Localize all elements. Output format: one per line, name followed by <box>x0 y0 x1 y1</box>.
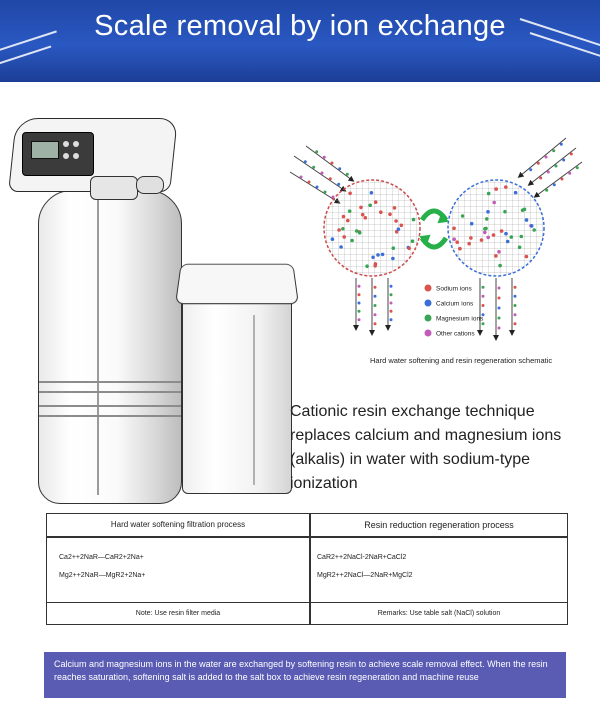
page-title: Scale removal by ion exchange <box>94 10 506 42</box>
ion-dot <box>331 162 334 165</box>
ion-dot <box>498 327 501 330</box>
ion-dot <box>346 219 350 223</box>
ion-dot <box>560 143 563 146</box>
ion-dot <box>323 156 326 159</box>
ion-dot <box>315 150 318 153</box>
ion-dot <box>381 253 385 257</box>
softening-equation-2: Mg2++2NaR—MgR2+2Na+ <box>59 572 146 579</box>
ion-dot <box>470 222 474 226</box>
salt-box-lid <box>175 264 299 304</box>
ion-dot <box>391 257 395 261</box>
ion-dot <box>486 236 490 240</box>
ion-dot <box>545 156 548 159</box>
ion-dot <box>316 186 319 189</box>
process-table <box>46 513 568 625</box>
ion-dot <box>338 167 341 170</box>
ion-dot <box>492 201 496 205</box>
ion-dot <box>547 171 550 174</box>
outflow-arrows <box>356 278 512 338</box>
ion-dot <box>545 189 548 192</box>
ion-dot <box>561 178 564 181</box>
exchange-cycle-arrows <box>421 211 447 247</box>
legend-label: Calcium ions <box>436 300 474 308</box>
ion-dot <box>467 242 471 246</box>
ion-dot <box>562 159 565 162</box>
ion-dot <box>514 304 517 307</box>
ion-dot <box>358 302 361 305</box>
ion-dot <box>552 149 555 152</box>
ion-dot <box>392 246 396 250</box>
ion-dot <box>458 247 462 251</box>
legend-swatch <box>425 315 432 322</box>
ion-dot <box>332 196 335 199</box>
ion-dot <box>407 247 411 251</box>
ion-dot <box>397 227 401 231</box>
ion-dot <box>504 232 508 236</box>
ion-dot <box>341 227 345 231</box>
ion-dot <box>506 240 510 244</box>
ion-dot <box>358 310 361 313</box>
ion-dot <box>494 254 498 258</box>
ion-dot <box>525 218 529 222</box>
legend-swatch <box>425 285 432 292</box>
ion-dot <box>480 238 484 242</box>
ion-dot <box>355 229 359 233</box>
ion-dot <box>364 216 368 220</box>
ion-dot <box>498 264 502 268</box>
footer-note: Calcium and magnesium ions in the water are exchanged by softening resin to achieve scale removal effect. When the resin reaches saturation, softening salt is added to the salt box to achieve resin regeneration and machine reuse <box>44 652 566 698</box>
ion-dot <box>498 297 501 300</box>
ion-dot <box>452 227 456 231</box>
ion-dot <box>520 235 524 239</box>
ion-dot <box>570 153 573 156</box>
ion-dot <box>514 286 517 289</box>
ion-dot <box>342 235 346 239</box>
resin-schematic <box>284 128 584 368</box>
ion-dot <box>329 177 332 180</box>
ion-dot <box>482 322 485 325</box>
ion-dot <box>324 191 327 194</box>
ion-dot <box>374 286 377 289</box>
table-header-softening: Hard water softening filtration process <box>110 520 246 529</box>
ion-dot <box>312 166 315 169</box>
ion-dot <box>321 172 324 175</box>
ion-dot <box>337 228 341 232</box>
ion-dot <box>530 224 534 228</box>
ion-dot <box>555 165 558 168</box>
ion-dot <box>514 313 517 316</box>
ion-dot <box>510 235 514 239</box>
ion-dot <box>576 166 579 169</box>
ion-dot <box>348 192 352 196</box>
ion-dot <box>483 227 487 231</box>
ion-dot <box>494 187 498 191</box>
ion-dot <box>482 286 485 289</box>
ion-dot <box>374 295 377 298</box>
resin-tank <box>38 190 182 504</box>
ion-dot <box>497 250 501 254</box>
ion-dot <box>411 239 415 243</box>
ion-dot <box>358 231 362 235</box>
ion-dot <box>374 313 377 316</box>
ion-dot <box>514 295 517 298</box>
schematic-caption: Hard water softening and resin regeneration schematic <box>370 356 553 365</box>
ion-dot <box>358 318 361 321</box>
ion-dot <box>412 218 416 222</box>
ion-dot <box>532 228 536 232</box>
softening-equation-1: Ca2++2NaR—CaR2+2Na+ <box>59 554 144 561</box>
ion-dot <box>358 293 361 296</box>
softening-note: Note: Use resin filter media <box>135 610 221 617</box>
regeneration-note: Remarks: Use table salt (NaCl) solution <box>377 610 501 617</box>
ion-dot <box>553 183 556 186</box>
ion-dot <box>452 237 456 241</box>
legend-swatch <box>425 300 432 307</box>
ion-dot <box>461 214 465 218</box>
ion-dot <box>390 310 393 313</box>
ion-dot <box>374 322 377 325</box>
regeneration-equation-1: CaR2++2NaCl-2NaR+CaCl2 <box>317 554 407 561</box>
ion-dot <box>503 210 507 214</box>
legend-label: Magnesium ions <box>436 315 484 323</box>
ion-dot <box>514 191 518 195</box>
ion-dot <box>482 304 485 307</box>
ion-dot <box>523 208 527 212</box>
ion-dot <box>529 168 532 171</box>
ion-dot <box>498 307 501 310</box>
ion-dot <box>504 185 508 189</box>
ion-dot <box>350 239 354 243</box>
ion-dot <box>390 302 393 305</box>
ion-dot <box>379 210 383 214</box>
ion-dot <box>483 231 487 235</box>
ion-dot <box>359 206 363 210</box>
description-text: Cationic resin exchange technique replaces calcium and magnesium ions (alkalis) in water with sodium-type ionization <box>290 403 562 492</box>
ion-dot <box>390 318 393 321</box>
ion-dot <box>485 217 489 221</box>
ion-dot <box>331 237 335 241</box>
ion-dot <box>304 160 307 163</box>
ion-dot <box>537 162 540 165</box>
ion-dot <box>500 229 504 233</box>
control-panel <box>22 132 94 176</box>
salt-box <box>182 274 292 494</box>
table-header-regeneration: Resin reduction regeneration process <box>364 520 514 530</box>
ion-dot <box>514 322 517 325</box>
legend-label: Sodium ions <box>436 285 472 293</box>
ion-dot <box>469 236 473 240</box>
ion-dot <box>525 255 529 259</box>
ion-dot <box>365 264 369 268</box>
ion-dot <box>498 287 501 290</box>
ion-dot <box>486 210 490 214</box>
ion-dot <box>482 295 485 298</box>
ion-dot <box>342 215 346 219</box>
ion-dot <box>348 209 352 213</box>
ion-dot <box>300 176 303 179</box>
ion-dot <box>568 172 571 175</box>
ion-dot <box>371 256 375 260</box>
legend-swatch <box>425 330 432 337</box>
ion-dot <box>358 285 361 288</box>
ion-dot <box>337 183 340 186</box>
ion-dot <box>373 264 377 268</box>
inflow-arrows-right <box>520 138 582 196</box>
ion-dot <box>374 200 378 204</box>
ion-dot <box>376 253 380 257</box>
ion-dot <box>492 233 496 237</box>
ion-dot <box>518 246 522 250</box>
ion-dot <box>390 285 393 288</box>
ion-dot <box>388 213 392 217</box>
ion-dot <box>361 213 365 217</box>
ion-dot <box>370 191 374 195</box>
ion-dot <box>400 224 404 228</box>
ion-dot <box>390 293 393 296</box>
ion-dot <box>346 173 349 176</box>
ion-dot <box>394 219 398 223</box>
ion-dot <box>308 181 311 184</box>
resin-bead-right <box>448 180 544 276</box>
ion-legend <box>425 285 485 338</box>
ion-dot <box>539 177 542 180</box>
ion-dot <box>393 206 397 210</box>
ion-dot <box>455 240 459 244</box>
regeneration-equation-2: MgR2++2NaCl—2NaR+MgCl2 <box>317 572 413 579</box>
header-banner <box>0 0 600 82</box>
ion-dot <box>374 304 377 307</box>
legend-label: Other cations <box>436 330 475 338</box>
ion-dot <box>368 204 372 208</box>
ion-dot <box>498 317 501 320</box>
ion-dot <box>339 245 343 249</box>
ion-dot <box>487 192 491 196</box>
